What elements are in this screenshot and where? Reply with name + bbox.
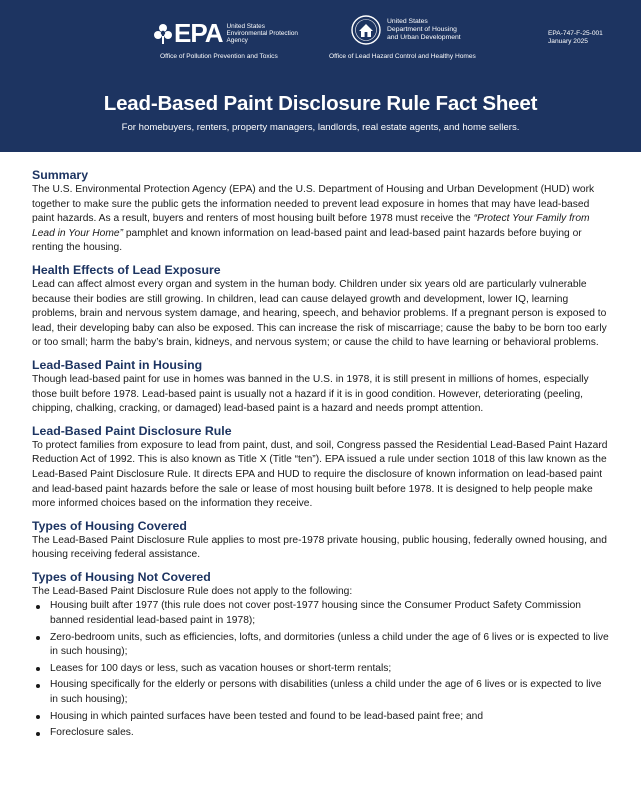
housing-not-covered-section (32, 569, 612, 741)
epa-agency-name: United States Environmental Protection Agency (226, 22, 298, 44)
epa-logo-text: EPA (174, 18, 223, 48)
lead-paint-housing-section (32, 357, 612, 417)
epa-flower-icon (153, 22, 173, 44)
list-item: Zero-bedroom units, such as efficiencies, lofts, and dormitories (unless a child under the age of 6 lives or is expected to live in such housing); (32, 631, 612, 660)
list-item: Housing specifically for the elderly or persons with disabilities (unless a child under the age of 6 lives or is expected to live in such housing); (32, 678, 612, 707)
page-title: Lead-Based Paint Disclosure Rule Fact Sheet (103, 92, 538, 115)
summary-text: The U.S. Environmental Protection Agency (EPA) and the U.S. Department of Housing and Urban Development (HUD) work together to make sure the public gets the information needed to prevent lead exposure in homes that may have lead-based paint hazards. As a result, buyers and renters of most housing built before 1978 must receive the “Protect Your Family from Lead in Your Home” pamphlet and known information on lead-based paint and lead-based paint hazards before buying or renting the housing. (32, 184, 595, 254)
housing-covered-text: The Lead-Based Paint Disclosure Rule applies to most pre-1978 private housing, public housing, federally owned housing, and housing receiving federal assistance. (32, 534, 607, 561)
disclosure-rule-section (32, 423, 612, 512)
list-item: Leases for 100 days or less, such as vacation houses or short-term rentals; (32, 662, 612, 677)
lead-paint-housing-text: Though lead-based paint for use in homes was banned in the U.S. in 1978, it is still present in millions of homes, especially those built before 1978. Lead-based paint is usually not a hazard if it is in good condition. However, deteriorating (peeling, chipping, chalking, cracking, or damaged) lead-based paint is a hazard and needs prompt attention. (32, 373, 589, 415)
health-effects-heading: Health Effects of Lead Exposure (32, 262, 221, 277)
list-item: Foreclosure sales. (32, 726, 612, 741)
hud-seal-icon (351, 15, 381, 45)
hud-agency-name: United States Department of Housing and Urban Development (387, 18, 461, 42)
page-subtitle: For homebuyers, renters, property managers, landlords, real estate agents, and home sellers. (121, 122, 520, 133)
epa-logo (153, 18, 298, 48)
pamphlet-title: “Protect Your Family from Lead in Your Home” (32, 213, 590, 239)
list-item: Housing in which painted surfaces have been tested and found to be lead-based paint free; and (32, 710, 612, 725)
health-effects-text: Lead can affect almost every organ and system in the human body. Children under six years old are particularly vulnerable because their bodies are still growing. In children, lead can cause delayed growth and development, lower IQ, learning problems, brain and nervous system damage, and hearing, speech, and behavior problems. If a pregnant person is exposed to lead, their developing baby can also be exposed. This can increase the risk of miscarriage; cause the baby to be born too early or too small; harm the baby’s brain, kidneys, and nervous system; or cause the child to have learning or behavioral problems. (32, 278, 607, 349)
lead-paint-housing-heading: Lead-Based Paint in Housing (32, 357, 203, 372)
doc-date: January 2025 (548, 38, 588, 46)
document-id (548, 30, 603, 46)
housing-not-covered-intro: The Lead-Based Paint Disclosure Rule does not apply to the following: (32, 585, 353, 597)
list-item: Housing built after 1977 (this rule does not cover post-1977 housing since the Consumer Product Safety Commission banned residential lead-based paint in 1978); (32, 599, 612, 628)
doc-number: EPA-747-F-25-001 (548, 30, 603, 37)
epa-office: Office of Pollution Prevention and Toxics (160, 53, 278, 60)
disclosure-rule-heading: Lead-Based Paint Disclosure Rule (32, 423, 232, 438)
header-banner (0, 0, 641, 152)
not-covered-list (32, 599, 612, 740)
summary-section (32, 167, 612, 256)
health-effects-section (32, 262, 612, 351)
summary-heading: Summary (32, 168, 89, 182)
disclosure-rule-text: To protect families from exposure to lead from paint, dust, and soil, Congress passed the Residential Lead-Based Paint Hazard Reduction Act of 1992. This is also known as Title X (Title “ten”). EPA issued a rule under section 1018 of this law known as the Lead-Based Paint Disclosure Rule. It directs EPA and HUD to require the disclosure of known information on lead-based paint and lead-based paint hazards before the sale or lease of most housing built before 1978. It is designed to help people make more informed choices based on the information they receive. (32, 439, 608, 510)
housing-covered-heading: Types of Housing Covered (32, 518, 187, 533)
housing-covered-section (32, 518, 612, 563)
housing-not-covered-heading: Types of Housing Not Covered (32, 569, 211, 584)
hud-office: Office of Lead Hazard Control and Healthy Homes (329, 53, 476, 60)
fact-sheet-body (32, 167, 612, 747)
